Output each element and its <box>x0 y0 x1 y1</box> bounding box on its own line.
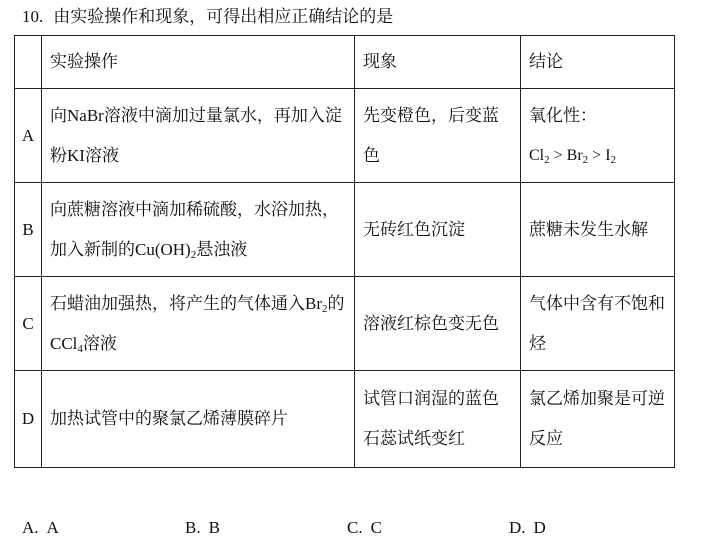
conclusion-text: 氧化性： <box>529 105 597 126</box>
table-row-a <box>15 89 675 183</box>
op-text: 溶液 <box>82 333 117 354</box>
formula-text: CCl <box>50 333 78 353</box>
phenomenon-cell: 溶液红棕色变无色 <box>355 277 521 371</box>
op-text: 向蔗糖溶液中滴加稀硫酸，水浴加热，加入新制的 <box>50 199 339 260</box>
formula-br: Br <box>566 146 583 164</box>
subscript: 2 <box>190 248 197 261</box>
row-label: B <box>15 183 42 277</box>
option-value: B <box>208 518 220 537</box>
table-row-d <box>15 371 675 468</box>
operation-cell: 加热试管中的聚氯乙烯薄膜碎片 <box>42 371 355 468</box>
formula-text: Br <box>305 293 322 313</box>
formula-ki: KI <box>67 145 85 165</box>
subscript: 2 <box>610 153 617 166</box>
subscript: 4 <box>77 342 83 355</box>
op-text: 向 <box>50 105 67 126</box>
op-text: 石蜡油加强热，将产生的气体通入 <box>50 293 305 314</box>
formula-cl: Cl <box>529 146 545 164</box>
conclusion-cell: 气体中含有不饱和烃 <box>521 277 675 371</box>
option-value: A <box>46 518 59 537</box>
table-header-row <box>15 36 675 89</box>
option-key: C. <box>347 518 363 537</box>
question-title <box>22 6 393 28</box>
phenomenon-cell: 先变橙色，后变蓝色 <box>355 89 521 183</box>
formula-cuoh2 <box>135 240 196 259</box>
greater-than: > <box>588 146 606 164</box>
op-text: 溶液 <box>84 145 119 166</box>
option-value: D <box>533 518 546 537</box>
op-text: 的 <box>327 293 345 314</box>
option-a[interactable] <box>22 515 59 541</box>
formula-br2 <box>305 294 328 313</box>
row-label: D <box>15 371 42 468</box>
op-text: 溶液中滴加过量氯水，再加入淀粉 <box>50 105 342 166</box>
phenomenon-cell: 无砖红色沉淀 <box>355 183 521 277</box>
formula-nabr: NaBr <box>67 105 104 125</box>
experiment-table <box>14 35 675 468</box>
op-text: 悬浊液 <box>196 239 248 260</box>
formula-i: I <box>605 146 611 164</box>
formula-ccl4 <box>50 334 83 353</box>
header-phenomenon: 现象 <box>355 36 521 89</box>
subscript: 2 <box>582 153 589 166</box>
table-row-b <box>15 183 675 277</box>
option-key: B. <box>185 518 201 537</box>
header-label-cell <box>15 36 42 89</box>
row-label: A <box>15 89 42 183</box>
greater-than: > <box>549 146 567 164</box>
header-operation: 实验操作 <box>42 36 355 89</box>
option-key: A. <box>22 518 39 537</box>
option-b[interactable] <box>185 515 220 541</box>
phenomenon-cell: 试管口润湿的蓝色石蕊试纸变红 <box>355 371 521 468</box>
formula-text: Cu(OH) <box>135 239 191 259</box>
answer-options <box>0 515 716 541</box>
operation-cell <box>42 183 355 277</box>
conclusion-cell: 氯乙烯加聚是可逆反应 <box>521 371 675 468</box>
operation-cell <box>42 277 355 371</box>
option-value: C <box>370 518 382 537</box>
question-number: 10. <box>22 7 44 26</box>
subscript: 2 <box>544 153 550 166</box>
option-key: D. <box>509 518 526 537</box>
subscript: 2 <box>322 302 328 315</box>
option-c[interactable] <box>347 515 382 541</box>
oxidizing-order-formula <box>529 136 666 176</box>
option-d[interactable] <box>509 515 546 541</box>
question-text: 由实验操作和现象，可得出相应正确结论的是 <box>53 7 394 27</box>
row-label: C <box>15 277 42 371</box>
operation-cell <box>42 89 355 183</box>
header-conclusion: 结论 <box>521 36 675 89</box>
conclusion-cell: 蔗糖未发生水解 <box>521 183 675 277</box>
conclusion-cell <box>521 89 675 183</box>
table-row-c <box>15 277 675 371</box>
